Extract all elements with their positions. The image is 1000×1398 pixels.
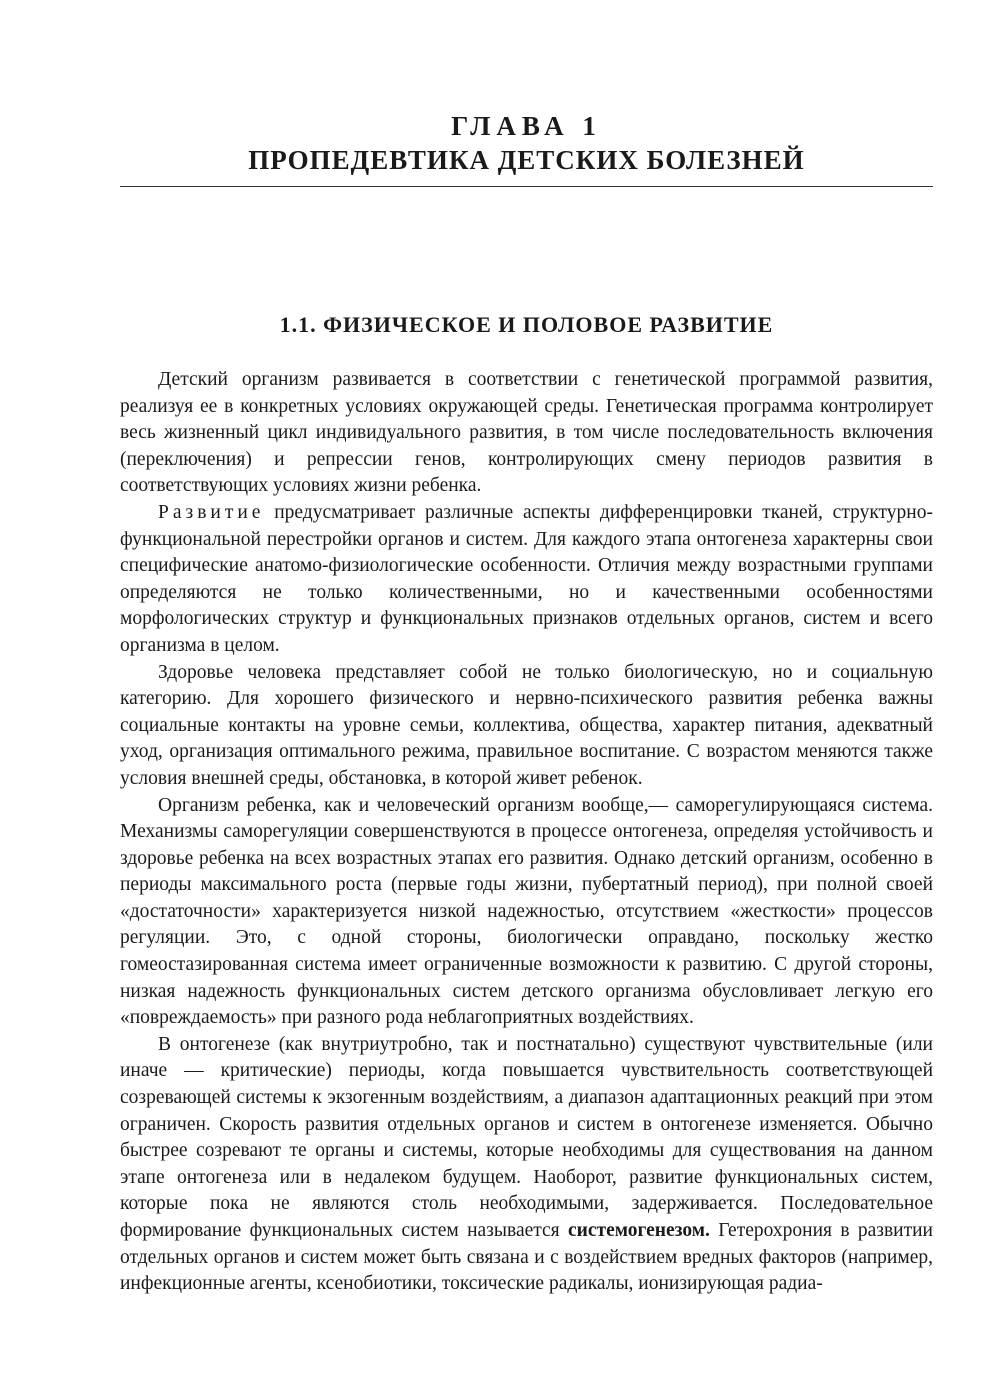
paragraph-5-text-end: Гетерохрония в развитии отдельных органов и систем может быть связана и с воздействием вредных факторов (например, инфекционные агенты, ксенобиотики, токсические радикалы, ионизирующая радиа-	[120, 1220, 933, 1295]
paragraph-1: Детский организм развивается в соответствии с генетической программой развития, реализуя ее в конкретных условиях окружающей среды. Генетическая программа контролирует весь жизненный цикл индивидуального развития, в том числе последовательность включения (переключения) и репрессии генов, контролирующих смену периодов развития в соответствующих условиях жизни ребенка.	[120, 369, 933, 497]
paragraph-2	[120, 500, 933, 660]
bold-term: системогенезом.	[567, 1220, 710, 1241]
emphasized-term: Развитие	[158, 501, 265, 523]
chapter-label: ГЛАВА 1	[451, 111, 602, 141]
paragraph-5	[120, 1032, 933, 1298]
chapter-title: ПРОПЕДЕВТИКА ДЕТСКИХ БОЛЕЗНЕЙ	[248, 145, 805, 175]
paragraph-2-text: предусматривает различные аспекты дифференцировки тканей, структурно-функциональной перестройки органов и систем. Для каждого этапа онтогенеза характерны свои специфические анатомо-физиологические особенности. Отличия между возрастными группами определяются не только количественными, но и качественными особенностями морфологических структур и функциональных признаков отдельных органов, систем и всего организма в целом.	[120, 501, 933, 656]
section-heading: 1.1. ФИЗИЧЕСКОЕ И ПОЛОВОЕ РАЗВИТИЕ	[279, 312, 774, 337]
paragraph-5-text-start: В онтогенезе (как внутриутробно, так и постнатально) существуют чувствительные (или иначе — критические) периоды, когда повышается чувствительность соответствующей созревающей системы к экзогенным воздействиям, а диапазон адаптационных реакций при этом ограничен. Скорость развития отдельных органов и систем в онтогенезе изменяется. Обычно быстрее созревают те органы и системы, которые необходимы для существования на данном этапе онтогенеза или в недалеком будущем. Наоборот, развитие функциональных систем, которые пока не являются столь необходимыми, задерживается. Последовательное формирование функциональных систем называется	[120, 1033, 933, 1241]
chapter-divider	[120, 186, 933, 187]
body-text	[120, 367, 933, 1298]
paragraph-3: Здоровье человека представляет собой не только биологическую, но и социальную категорию. Для хорошего физического и нервно-психического развития ребенка важны социальные контакты на уровне семьи, коллектива, общества, характер питания, адекватный уход, организация оптимального режима, правильное воспитание. С возрастом меняются также условия внешней среды, обстановка, в которой живет ребенок.	[120, 661, 933, 789]
paragraph-4: Организм ребенка, как и человеческий организм вообще,— саморегулирующаяся система. Механизмы саморегуляции совершенствуются в процессе онтогенеза, определяя устойчивость и здоровье ребенка на всех возрастных этапах его развития. Однако детский организм, особенно в периоды максимального роста (первые годы жизни, пубертатный период), при полной своей «достаточности» характеризуется низкой надежностью, отсутствием «жесткости» процессов регуляции. Это, с одной стороны, биологически оправдано, поскольку жестко гомеостазированная система имеет ограниченные возможности к развитию. С другой стороны, низкая надежность функциональных систем детского организма обусловливает легкую его «повреждаемость» при разного рода неблагоприятных воздействиях.	[120, 794, 933, 1029]
